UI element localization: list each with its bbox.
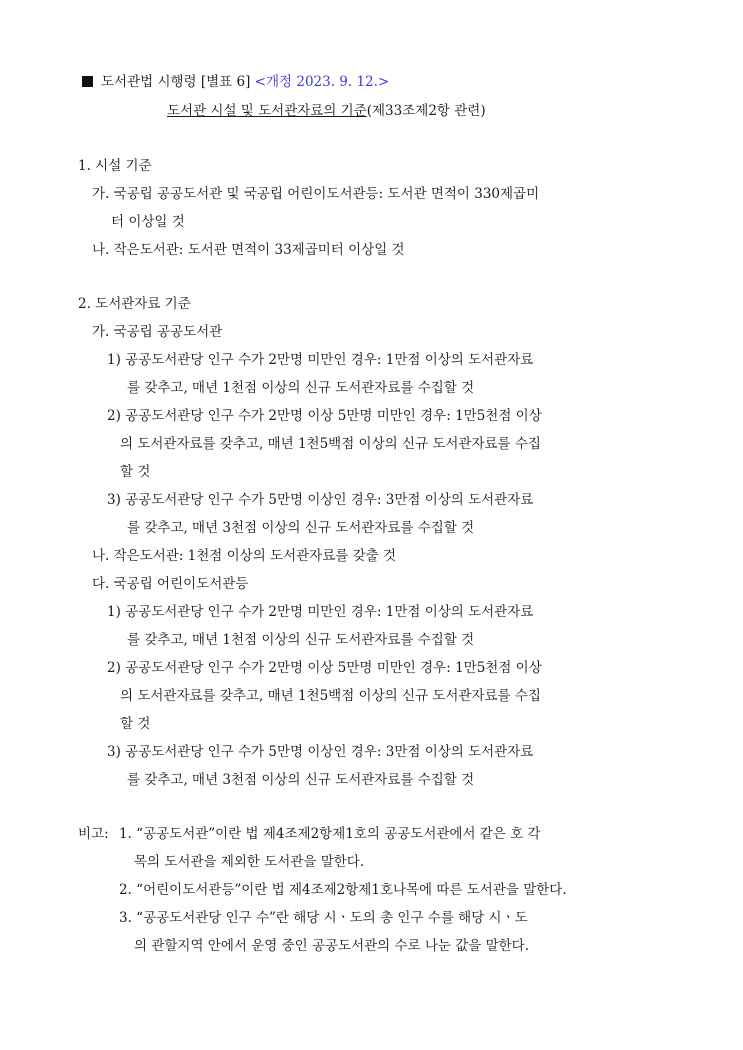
ga-item1-line2: 를 갖추고, 매년 1천점 이상의 신규 도서관자료를 수집할 것 xyxy=(127,380,475,396)
ga-item3-line1: 3) 공공도서관당 인구 수가 5만명 이상인 경우: 3만점 이상의 도서관자료 xyxy=(107,492,534,508)
ga-item1-line1: 1) 공공도서관당 인구 수가 2만명 미만인 경우: 1만점 이상의 도서관자료 xyxy=(107,352,534,368)
title-underlined: 도서관 시설 및 도서관자료의 기준 xyxy=(167,103,367,119)
da-item2-line1: 2) 공공도서관당 인구 수가 2만명 이상 5만명 미만인 경우: 1만5천점 이상 xyxy=(107,660,542,676)
da-item1-line2: 를 갖추고, 매년 1천점 이상의 신규 도서관자료를 수집할 것 xyxy=(127,632,475,648)
section1-ga-line1: 가. 국공립 공공도서관 및 국공립 어린이도서관등: 도서관 면적이 330제곱미 xyxy=(92,186,540,202)
remark2-line1: 2. “어린이도서관등”이란 법 제4조제2항제1호나목에 따른 도서관을 말한다. xyxy=(119,882,567,898)
section2-na: 나. 작은도서관: 1천점 이상의 도서관자료를 갖출 것 xyxy=(92,548,396,564)
square-bullet-icon xyxy=(82,76,93,87)
section2-da-title: 다. 국공립 어린이도서관등 xyxy=(92,576,249,592)
da-item2-line3: 할 것 xyxy=(120,716,151,732)
ga-item3-line2: 를 갖추고, 매년 3천점 이상의 신규 도서관자료를 수집할 것 xyxy=(127,520,475,536)
ga-item2-line1: 2) 공공도서관당 인구 수가 2만명 이상 5만명 미만인 경우: 1만5천점 이상 xyxy=(107,408,542,424)
da-item3-line1: 3) 공공도서관당 인구 수가 5만명 이상인 경우: 3만점 이상의 도서관자료 xyxy=(107,744,534,760)
da-item2-line2: 의 도서관자료를 갖추고, 매년 1천5백점 이상의 신규 도서관자료를 수집 xyxy=(120,688,541,704)
remark1-line1: 1. “공공도서관”이란 법 제4조제2항제1호의 공공도서관에서 같은 호 각 xyxy=(119,826,541,842)
remark3-line1: 3. “공공도서관당 인구 수”란 해당 시ㆍ도의 총 인구 수를 해당 시ㆍ도 xyxy=(119,910,528,926)
section2-ga-title: 가. 국공립 공공도서관 xyxy=(92,324,223,340)
title-suffix: (제33조제2항 관련) xyxy=(366,103,486,119)
remarks-label: 비고: xyxy=(78,826,109,842)
document-title xyxy=(167,102,486,120)
remark1-line2: 목의 도서관을 제외한 도서관을 말한다. xyxy=(134,854,365,870)
section1-heading: 1. 시설 기준 xyxy=(78,158,152,174)
remark3-line2: 의 관할지역 안에서 운영 중인 공공도서관의 수로 나눈 값을 말한다. xyxy=(134,938,530,954)
da-item3-line2: 를 갖추고, 매년 3천점 이상의 신규 도서관자료를 수집할 것 xyxy=(127,772,475,788)
section1-na-line1: 나. 작은도서관: 도서관 면적이 33제곱미터 이상일 것 xyxy=(92,242,405,258)
ga-item2-line2: 의 도서관자료를 갖추고, 매년 1천5백점 이상의 신규 도서관자료를 수집 xyxy=(120,436,541,452)
document-heading xyxy=(82,73,389,91)
ga-item2-line3: 할 것 xyxy=(120,464,151,480)
section1-ga-line2: 터 이상일 것 xyxy=(111,214,185,230)
section2-heading: 2. 도서관자료 기준 xyxy=(78,296,191,312)
heading-text: 도서관법 시행령 [별표 6] xyxy=(101,74,251,90)
da-item1-line1: 1) 공공도서관당 인구 수가 2만명 미만인 경우: 1만점 이상의 도서관자료 xyxy=(107,604,534,620)
amendment-note: <개정 2023. 9. 12.> xyxy=(254,74,390,90)
